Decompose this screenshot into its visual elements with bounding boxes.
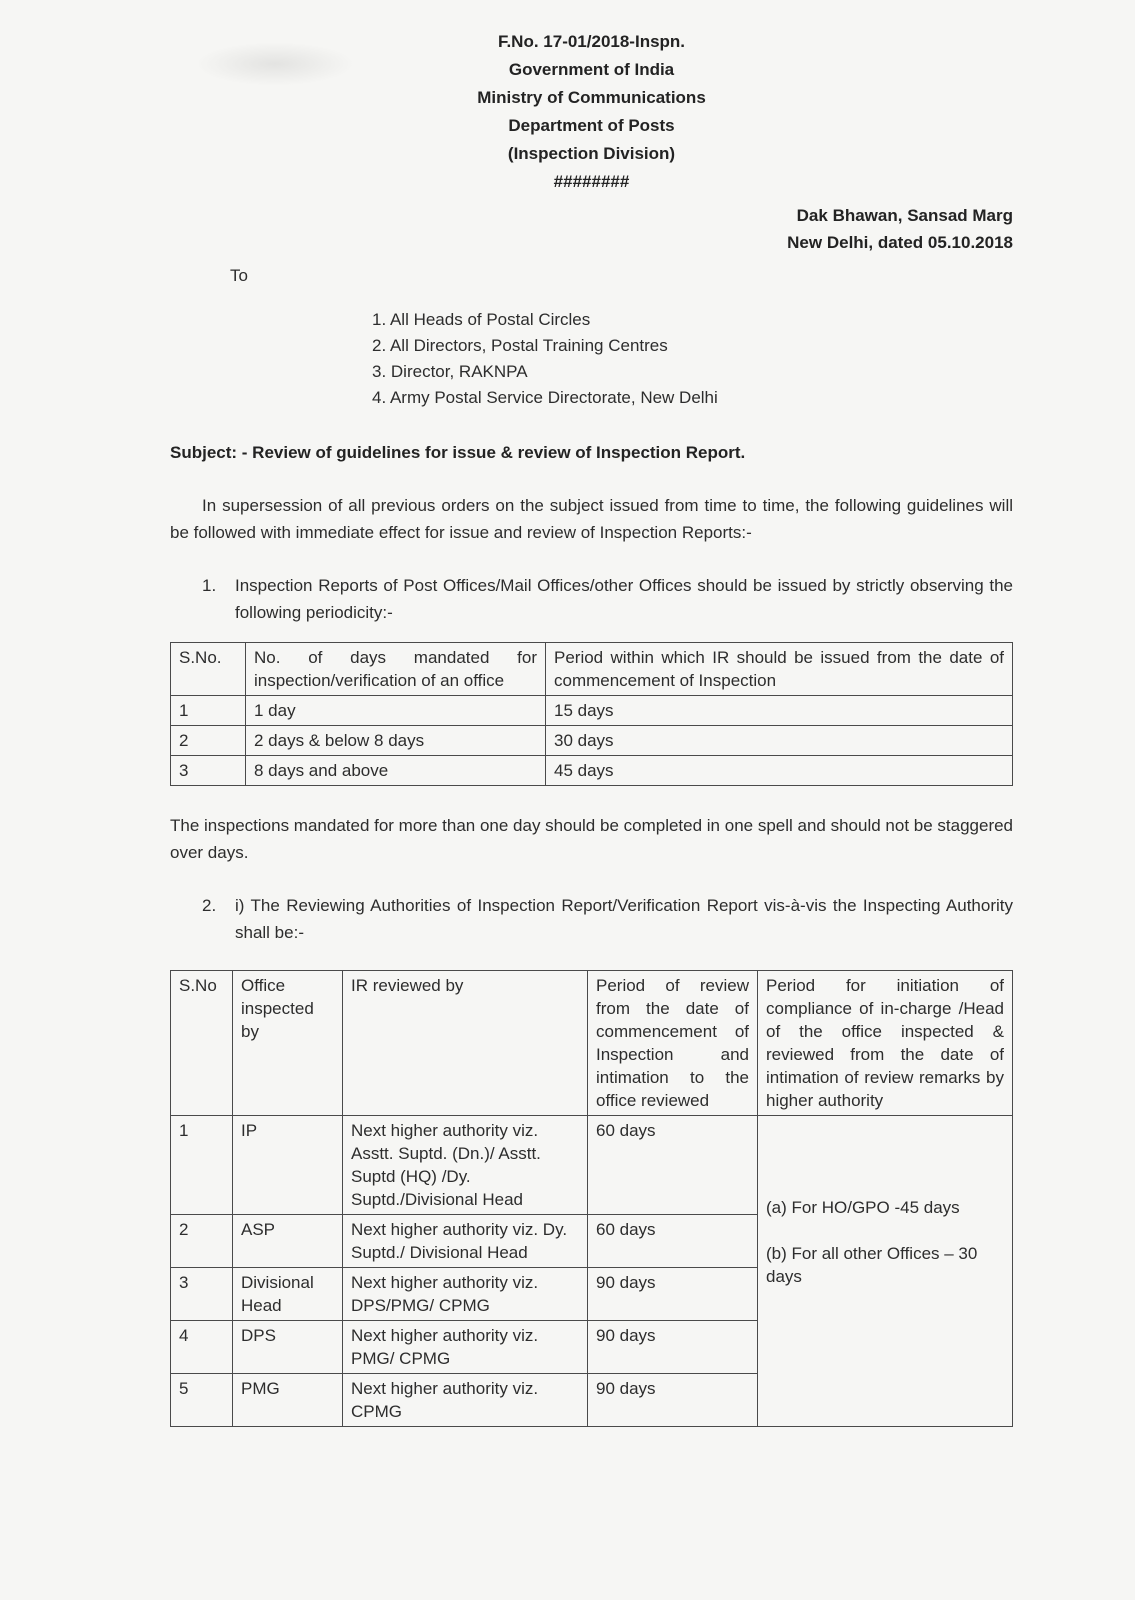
table-cell: 3 <box>171 756 246 786</box>
table-cell: 8 days and above <box>246 756 546 786</box>
column-header-office-inspected: Office inspected by <box>233 971 343 1116</box>
table-cell: 1 <box>171 1116 233 1215</box>
column-header-period-compliance: Period for initiation of compliance of in-charge /Head of the office inspected & reviewed from the date of intimation of review remarks by higher authority <box>758 971 1013 1116</box>
addressee-item: 4. Army Postal Service Directorate, New Delhi <box>372 388 718 407</box>
column-header-sno: S.No. <box>171 643 246 696</box>
table-cell: 3 <box>171 1268 233 1321</box>
item-1-number: 1. <box>202 576 217 595</box>
addressee-item: 3. Director, RAKNPA <box>372 362 528 381</box>
column-header-ir-reviewed: IR reviewed by <box>343 971 588 1116</box>
addressee-item: 2. All Directors, Postal Training Centres <box>372 336 668 355</box>
addressee-list <box>372 307 1013 411</box>
table-cell: DPS <box>233 1321 343 1374</box>
periodicity-table <box>170 642 1013 786</box>
table-header-row <box>171 971 1013 1116</box>
table-cell: 1 <box>171 696 246 726</box>
column-header-days-mandated: No. of days mandated for inspection/verification of an office <box>246 643 546 696</box>
table-cell: 2 <box>171 726 246 756</box>
table-cell: 1 day <box>246 696 546 726</box>
column-header-sno: S.No <box>171 971 233 1116</box>
table-cell: 90 days <box>588 1374 758 1427</box>
table-cell: 2 <box>171 1215 233 1268</box>
table-row <box>171 696 1013 726</box>
table-cell: 90 days <box>588 1321 758 1374</box>
table-cell: ASP <box>233 1215 343 1268</box>
hash-separator: ######## <box>553 172 630 191</box>
table-cell: Divisional Head <box>233 1268 343 1321</box>
org-line-ministry: Ministry of Communications <box>477 88 706 107</box>
table-cell: Next higher authority viz. DPS/PMG/ CPMG <box>343 1268 588 1321</box>
table-cell: 30 days <box>546 726 1013 756</box>
letterhead <box>170 28 1013 196</box>
table-row <box>171 1116 1013 1215</box>
dispatch-block <box>170 202 1013 256</box>
table-cell: Next higher authority viz. Dy. Suptd./ Divisional Head <box>343 1215 588 1268</box>
table-header-row <box>171 643 1013 696</box>
table-cell: 4 <box>171 1321 233 1374</box>
intro-paragraph: In supersession of all previous orders on the subject issued from time to time, the following guidelines will be followed with immediate effect for issue and review of Inspection Reports:- <box>170 496 1013 542</box>
item-2-number: 2. <box>202 896 217 915</box>
addressee-item: 1. All Heads of Postal Circles <box>372 310 591 329</box>
letter-content <box>170 28 1013 1427</box>
table-cell: Next higher authority viz. Asstt. Suptd. (Dn.)/ Asstt. Suptd (HQ) /Dy. Suptd./Divisional Head <box>343 1116 588 1215</box>
salutation: To <box>230 266 248 285</box>
table-row <box>171 726 1013 756</box>
table-cell: Next higher authority viz. PMG/ CPMG <box>343 1321 588 1374</box>
table-cell: Next higher authority viz. CPMG <box>343 1374 588 1427</box>
compliance-note-b: (b) For all other Offices – 30 days <box>766 1244 978 1286</box>
table-cell: 60 days <box>588 1116 758 1215</box>
dispatch-place: Dak Bhawan, Sansad Marg <box>796 206 1013 225</box>
numbered-item-1 <box>170 572 1013 626</box>
table-cell: 15 days <box>546 696 1013 726</box>
table-cell: 45 days <box>546 756 1013 786</box>
dispatch-date: New Delhi, dated 05.10.2018 <box>787 233 1013 252</box>
table-cell: 90 days <box>588 1268 758 1321</box>
org-line-department: Department of Posts <box>508 116 675 135</box>
compliance-note-a: (a) For HO/GPO -45 days <box>766 1198 960 1217</box>
table-cell: 60 days <box>588 1215 758 1268</box>
org-line-division: (Inspection Division) <box>507 144 676 163</box>
numbered-item-2 <box>170 892 1013 946</box>
compliance-merged-cell <box>758 1116 1013 1427</box>
column-header-period-issue: Period within which IR should be issued from the date of commencement of Inspection <box>546 643 1013 696</box>
item-2-text: i) The Reviewing Authorities of Inspection Report/Verification Report vis-à-vis the Inspecting Authority shall be:- <box>235 896 1013 942</box>
column-header-period-review: Period of review from the date of commencement of Inspection and intimation to the office reviewed <box>588 971 758 1116</box>
table-row <box>171 756 1013 786</box>
spell-paragraph: The inspections mandated for more than one day should be completed in one spell and should not be staggered over days. <box>170 816 1014 862</box>
review-table <box>170 970 1013 1427</box>
table-cell: PMG <box>233 1374 343 1427</box>
table-cell: 2 days & below 8 days <box>246 726 546 756</box>
org-line-government: Government of India <box>508 60 675 79</box>
item-1-text: Inspection Reports of Post Offices/Mail Offices/other Offices should be issued by strictly observing the following periodicity:- <box>235 576 1013 622</box>
file-number: F.No. 17-01/2018-Inspn. <box>497 32 686 51</box>
table-cell: IP <box>233 1116 343 1215</box>
subject-line: Subject: - Review of guidelines for issue & review of Inspection Report. <box>170 443 746 462</box>
table-cell: 5 <box>171 1374 233 1427</box>
